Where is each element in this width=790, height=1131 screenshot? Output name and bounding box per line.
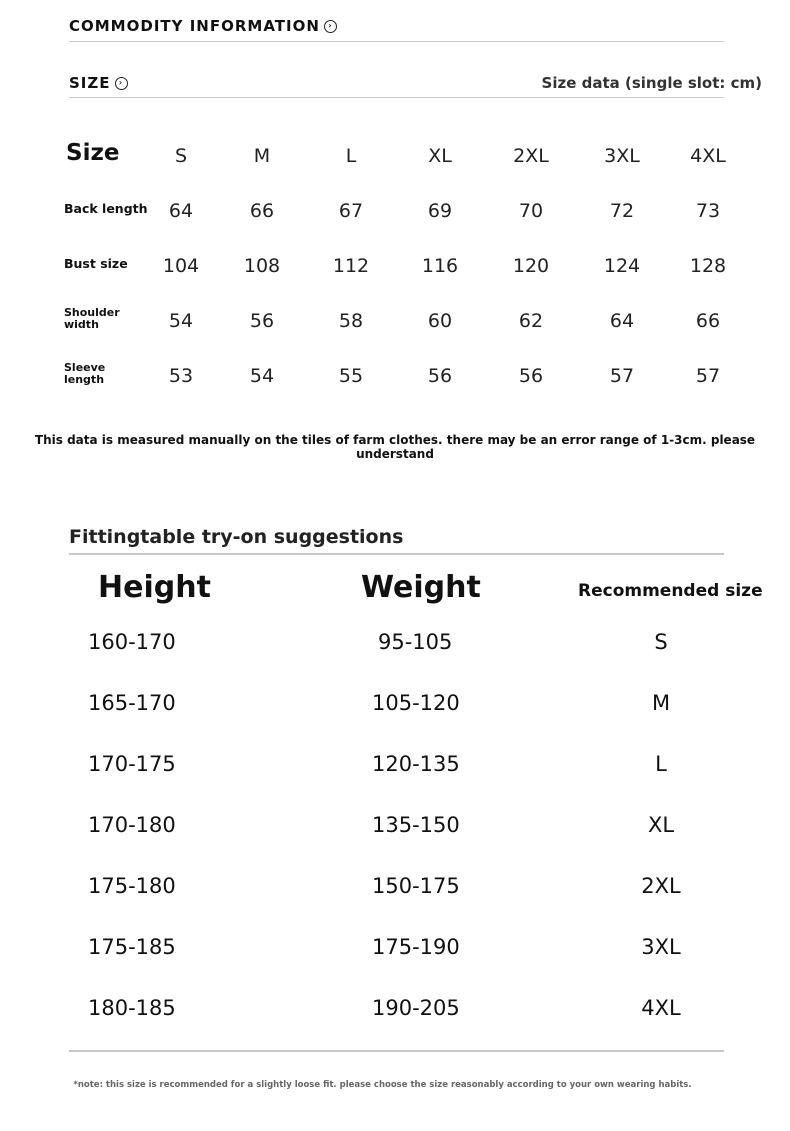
size-row-label: [64, 203, 148, 215]
fitting-height: 160-170: [88, 630, 176, 654]
fitting-height: 180-185: [88, 996, 176, 1020]
size-header-s: S: [174, 145, 188, 167]
size-section-title: [69, 74, 128, 92]
fitting-height: 170-175: [88, 752, 176, 776]
fitting-weight: 95-105: [378, 630, 453, 654]
size-row-label-line: Sleeve: [64, 361, 106, 374]
size-row-label-line: Shoulder: [64, 306, 120, 319]
size-row-label: [64, 307, 120, 331]
size-table-cell: 108: [243, 255, 281, 277]
fitting-title: Fittingtable try-on suggestions: [69, 526, 404, 548]
divider: [69, 41, 724, 42]
size-header-m: M: [253, 145, 271, 167]
size-table-cell: 70: [518, 200, 544, 222]
size-table-cell: 56: [427, 365, 453, 387]
size-corner-label: Size: [66, 140, 120, 166]
fitting-weight: 120-135: [372, 752, 460, 776]
fitting-size: 3XL: [641, 935, 681, 959]
size-row-label-line: Bust size: [64, 256, 128, 271]
measurement-note: This data is measured manually on the tiles of farm clothes. there may be an error range of 1-3cm. please understand: [34, 433, 756, 461]
fitting-weight: 135-150: [372, 813, 460, 837]
size-header-l: L: [345, 145, 357, 167]
fitting-weight: 175-190: [372, 935, 460, 959]
size-table-cell: 58: [338, 310, 364, 332]
fitting-size: M: [651, 691, 671, 715]
size-table-cell: 69: [427, 200, 453, 222]
divider: [69, 97, 724, 98]
size-table-cell: 56: [249, 310, 275, 332]
size-table-cell: 124: [603, 255, 641, 277]
fitting-weight: 105-120: [372, 691, 460, 715]
size-section-label: SIZE: [69, 74, 111, 92]
size-table-cell: 64: [168, 200, 194, 222]
size-table-cell: 73: [695, 200, 721, 222]
fitting-height: 175-185: [88, 935, 176, 959]
size-unit-note: Size data (single slot: cm): [541, 74, 762, 92]
weight-header: Weight: [361, 570, 481, 605]
size-table-cell: 60: [427, 310, 453, 332]
size-row-label-line: length: [64, 373, 105, 386]
size-table-cell: 120: [512, 255, 550, 277]
size-table-cell: 112: [332, 255, 370, 277]
size-table-cell: 104: [162, 255, 200, 277]
size-table-cell: 64: [609, 310, 635, 332]
fitting-size: 2XL: [641, 874, 681, 898]
size-row-label-line: width: [64, 318, 99, 331]
fitting-weight: 190-205: [372, 996, 460, 1020]
fitting-size: XL: [647, 813, 675, 837]
divider: [69, 553, 724, 555]
size-table-cell: 55: [338, 365, 364, 387]
fitting-height: 165-170: [88, 691, 176, 715]
chevron-right-circle-icon: ›: [115, 77, 128, 90]
chevron-right-circle-icon: ›: [324, 20, 337, 33]
size-table-cell: 66: [695, 310, 721, 332]
size-header-3xl: 3XL: [604, 145, 640, 167]
size-table-cell: 54: [168, 310, 194, 332]
size-row-label: [64, 362, 105, 386]
size-table-cell: 57: [695, 365, 721, 387]
size-table-cell: 62: [518, 310, 544, 332]
size-table-cell: 66: [249, 200, 275, 222]
size-row-label: [64, 258, 128, 270]
height-header: Height: [98, 570, 211, 605]
size-table-cell: 72: [609, 200, 635, 222]
recommended-size-header: Recommended size: [578, 581, 763, 601]
fitting-weight: 150-175: [372, 874, 460, 898]
fitting-size: S: [654, 630, 668, 654]
fitting-height: 175-180: [88, 874, 176, 898]
fitting-height: 170-180: [88, 813, 176, 837]
divider: [69, 1050, 724, 1052]
size-table-cell: 54: [249, 365, 275, 387]
size-table-cell: 116: [421, 255, 459, 277]
commodity-info-label: COMMODITY INFORMATION: [69, 17, 320, 35]
size-table-cell: 67: [338, 200, 364, 222]
fitting-size: L: [655, 752, 667, 776]
fitting-size: 4XL: [641, 996, 681, 1020]
size-header-xl: XL: [428, 145, 452, 167]
size-table-cell: 53: [168, 365, 194, 387]
size-table-cell: 56: [518, 365, 544, 387]
size-header-4xl: 4XL: [690, 145, 726, 167]
size-header-2xl: 2XL: [513, 145, 549, 167]
size-table-cell: 128: [689, 255, 727, 277]
footer-note: *note: this size is recommended for a slightly loose fit. please choose the size reasonably according to your own wearing habits.: [73, 1080, 692, 1090]
size-row-label-line: Back length: [64, 201, 148, 216]
size-table-cell: 57: [609, 365, 635, 387]
commodity-info-title: [69, 17, 337, 35]
